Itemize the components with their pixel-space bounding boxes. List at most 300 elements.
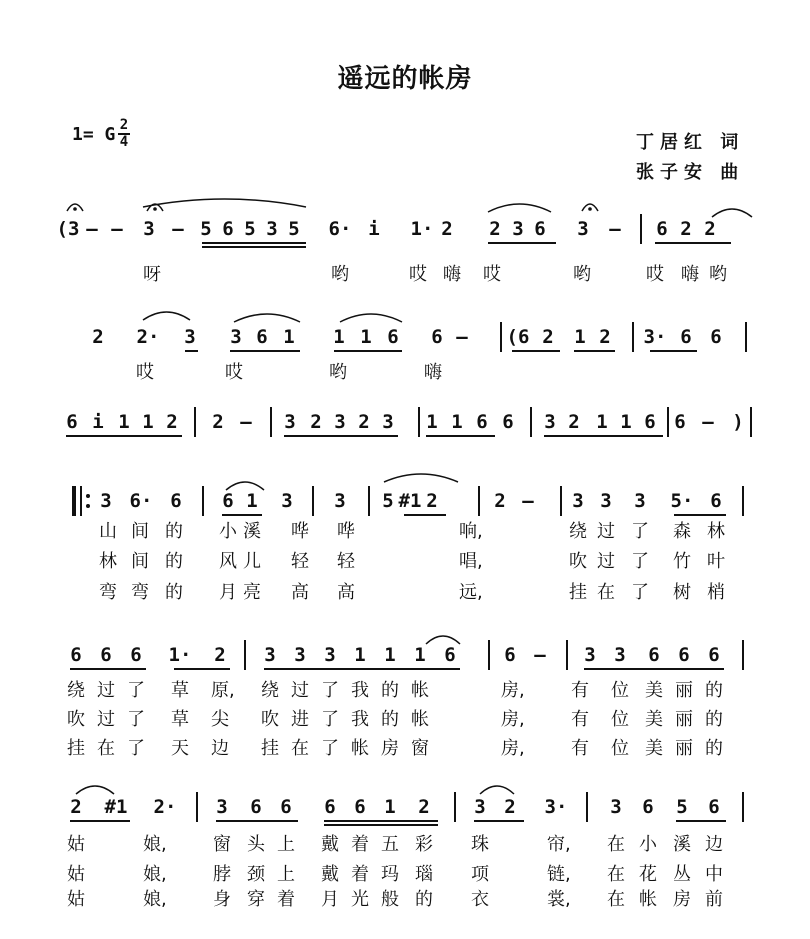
lyric-syllable: 嗨 xyxy=(681,264,699,285)
lyric-syllable: 位 xyxy=(611,738,629,759)
lyric-syllable: 玛 xyxy=(381,864,399,885)
barline xyxy=(560,486,562,516)
note: — xyxy=(534,644,546,666)
lyric-syllable: 挂 xyxy=(569,582,587,603)
beam-line xyxy=(676,820,726,822)
beam-line xyxy=(488,242,556,244)
note: — xyxy=(456,326,468,348)
lyrics-verse-1 xyxy=(0,517,810,543)
lyric-syllable: 丛 xyxy=(673,864,691,885)
lyrics-verse-1 xyxy=(0,676,810,702)
lyric-syllable: 的 xyxy=(165,582,183,603)
lyric-syllable: 哟 xyxy=(709,264,727,285)
lyric-syllable: 山 xyxy=(99,521,117,542)
lyric-syllable: 丽 xyxy=(675,680,693,701)
lyric-syllable: 风 xyxy=(219,551,237,572)
lyric-syllable: 间 xyxy=(131,551,149,572)
lyric-syllable: 森 xyxy=(673,521,691,542)
lyric-syllable: 美 xyxy=(645,709,663,730)
lyricist-credit: 丁居红 词 xyxy=(636,132,745,153)
note: 2 xyxy=(704,218,716,240)
lyric-syllable: 吹 xyxy=(261,709,279,730)
slur xyxy=(76,782,114,796)
note: 1 xyxy=(384,796,396,818)
barline xyxy=(418,407,420,437)
note: 3 xyxy=(572,490,584,512)
repeat-barline-thin xyxy=(80,486,82,516)
repeat-dot xyxy=(86,504,90,508)
lyric-syllable: 的 xyxy=(165,521,183,542)
lyric-syllable: 哟 xyxy=(329,362,347,383)
lyric-syllable: 过 xyxy=(597,521,615,542)
note: 2 xyxy=(599,326,611,348)
note: 6 xyxy=(66,411,78,433)
lyric-syllable: 高 xyxy=(337,582,355,603)
note: 2 xyxy=(92,326,104,348)
barline xyxy=(640,214,642,244)
lyric-syllable: 叶 xyxy=(707,551,725,572)
lyric-syllable: 娘, xyxy=(143,834,167,855)
lyric-syllable: 戴 xyxy=(321,864,339,885)
lyric-syllable: 的 xyxy=(705,680,723,701)
note: 6 xyxy=(250,796,262,818)
note: 6 xyxy=(674,411,686,433)
note: 1 xyxy=(142,411,154,433)
note: 2 xyxy=(214,644,226,666)
beam-line xyxy=(185,350,198,352)
lyric-syllable: 位 xyxy=(611,680,629,701)
lyric-syllable: 吹 xyxy=(569,551,587,572)
barline xyxy=(478,486,480,516)
note: 5 xyxy=(244,218,256,240)
note: (3 xyxy=(56,218,80,240)
note: 6 xyxy=(678,644,690,666)
lyric-syllable: 月 xyxy=(321,889,339,910)
lyric-syllable: 嗨 xyxy=(424,362,442,383)
lyric-syllable: 脖 xyxy=(213,864,231,885)
lyric-syllable: 轻 xyxy=(337,551,355,572)
beam-line xyxy=(544,435,663,437)
lyric-syllable: 嗨 xyxy=(443,264,461,285)
lyric-syllable: 裳, xyxy=(547,889,571,910)
slur xyxy=(384,470,458,484)
lyric-syllable: 窗 xyxy=(411,738,429,759)
lyric-syllable: 帐 xyxy=(639,889,657,910)
beam-line xyxy=(202,242,306,244)
note: (6 xyxy=(506,326,530,348)
note: 3 xyxy=(281,490,293,512)
lyric-syllable: 唱, xyxy=(459,551,483,572)
lyric-syllable: 过 xyxy=(97,680,115,701)
song-title: 遥远的帐房 xyxy=(337,64,473,94)
note: 6 xyxy=(387,326,399,348)
barline xyxy=(742,486,744,516)
lyric-syllable: 上 xyxy=(277,864,295,885)
slur xyxy=(426,632,460,646)
note: i xyxy=(92,411,104,433)
barline xyxy=(488,640,490,670)
lyric-syllable: 哗 xyxy=(337,521,355,542)
note: 2 xyxy=(212,411,224,433)
note: 6· xyxy=(129,490,153,512)
lyric-syllable: 珠 xyxy=(471,834,489,855)
beam-line xyxy=(70,820,130,822)
barline xyxy=(566,640,568,670)
lyric-syllable: 五 xyxy=(381,834,399,855)
note: 6 xyxy=(256,326,268,348)
lyric-syllable: 了 xyxy=(631,582,649,603)
lyric-syllable: 的 xyxy=(381,680,399,701)
lyric-syllable: 丽 xyxy=(675,738,693,759)
lyric-syllable: 前 xyxy=(705,889,723,910)
lyric-syllable: 哟 xyxy=(573,264,591,285)
note: — xyxy=(86,218,98,240)
note: 6 xyxy=(222,490,234,512)
barline xyxy=(270,407,272,437)
note: 6 xyxy=(130,644,142,666)
lyric-syllable: 哎 xyxy=(225,362,243,383)
lyric-syllable: 林 xyxy=(99,551,117,572)
slur xyxy=(480,782,514,796)
note: 3 xyxy=(284,411,296,433)
note: 3 xyxy=(614,644,626,666)
lyric-syllable: 过 xyxy=(97,709,115,730)
note: 6 xyxy=(710,490,722,512)
note: 6 xyxy=(444,644,456,666)
barline xyxy=(530,407,532,437)
note: 6 xyxy=(280,796,292,818)
lyric-syllable: 远, xyxy=(459,582,483,603)
lyric-syllable: 中 xyxy=(705,864,723,885)
lyric-syllable: 姑 xyxy=(67,834,85,855)
barline xyxy=(745,322,747,352)
note: 1 xyxy=(451,411,463,433)
lyric-syllable: 身 xyxy=(213,889,231,910)
note: 1 xyxy=(574,326,586,348)
lyric-syllable: 穿 xyxy=(247,889,265,910)
lyric-syllable: 竹 xyxy=(673,551,691,572)
note: 2 xyxy=(489,218,501,240)
lyric-syllable: 的 xyxy=(705,709,723,730)
lyric-syllable: 姑 xyxy=(67,864,85,885)
lyric-syllable: 哗 xyxy=(291,521,309,542)
note: 2 xyxy=(441,218,453,240)
note: 3 xyxy=(324,644,336,666)
lyric-syllable: 绕 xyxy=(569,521,587,542)
lyric-syllable: 有 xyxy=(571,738,589,759)
lyric-syllable: 帐 xyxy=(411,680,429,701)
note: 3 xyxy=(512,218,524,240)
lyric-syllable: 了 xyxy=(127,680,145,701)
lyric-syllable: 林 xyxy=(707,521,725,542)
lyric-syllable: 哟 xyxy=(331,264,349,285)
note: — xyxy=(702,411,714,433)
lyric-syllable: 帐 xyxy=(411,709,429,730)
lyric-syllable: 链, xyxy=(547,864,571,885)
beam-line xyxy=(324,824,438,826)
beam-line xyxy=(222,514,262,516)
note: 3 xyxy=(334,490,346,512)
slur xyxy=(712,205,752,219)
beam-line xyxy=(404,514,446,516)
note: 5 xyxy=(382,490,394,512)
note: 2 xyxy=(426,490,438,512)
note: 6 xyxy=(644,411,656,433)
key-signature: 1= G xyxy=(72,124,116,145)
lyric-syllable: 瑙 xyxy=(415,864,433,885)
beam-line xyxy=(334,350,402,352)
note: 3 xyxy=(266,218,278,240)
lyrics-verse-3 xyxy=(0,885,810,911)
repeat-barline-thick xyxy=(72,486,76,516)
slur xyxy=(143,195,306,209)
lyric-syllable: 娘, xyxy=(143,864,167,885)
beam-line xyxy=(584,668,724,670)
lyric-syllable: 房, xyxy=(501,709,525,730)
note: 3 xyxy=(610,796,622,818)
note: 6· xyxy=(328,218,352,240)
note: 1 xyxy=(620,411,632,433)
note: — xyxy=(111,218,123,240)
note: 6 xyxy=(680,326,692,348)
lyric-syllable: 帐 xyxy=(351,738,369,759)
note: 1 xyxy=(426,411,438,433)
lyric-syllable: 哎 xyxy=(483,264,501,285)
note: 3 xyxy=(184,326,196,348)
lyric-syllable: 过 xyxy=(291,680,309,701)
lyric-syllable: 房 xyxy=(381,738,399,759)
note: — xyxy=(609,218,621,240)
lyric-syllable: 呀 xyxy=(143,264,161,285)
beam-line xyxy=(284,435,398,437)
note: 3 xyxy=(230,326,242,348)
barline xyxy=(632,322,634,352)
note: 6 xyxy=(100,644,112,666)
lyric-syllable: 着 xyxy=(351,864,369,885)
note: 3 xyxy=(334,411,346,433)
note: ) xyxy=(732,411,744,433)
lyric-syllable: 位 xyxy=(611,709,629,730)
barline xyxy=(742,640,744,670)
lyrics-verse-1 xyxy=(0,358,810,384)
note: 6 xyxy=(70,644,82,666)
lyric-syllable: 响, xyxy=(459,521,483,542)
lyric-syllable: 我 xyxy=(351,680,369,701)
beam-line xyxy=(202,246,306,248)
lyric-syllable: 在 xyxy=(607,864,625,885)
note: 1· xyxy=(168,644,192,666)
note: 6 xyxy=(502,411,514,433)
slur xyxy=(226,478,264,492)
lyric-syllable: 溪 xyxy=(243,521,261,542)
lyric-syllable: 尖 xyxy=(211,709,229,730)
note: 1 xyxy=(283,326,295,348)
lyric-syllable: 在 xyxy=(607,889,625,910)
fermata-icon xyxy=(66,200,84,212)
beam-line xyxy=(655,242,731,244)
note: 6 xyxy=(324,796,336,818)
note: 2 xyxy=(166,411,178,433)
lyric-syllable: 花 xyxy=(639,864,657,885)
note: 1· xyxy=(410,218,434,240)
lyric-syllable: 在 xyxy=(607,834,625,855)
lyric-syllable: 的 xyxy=(165,551,183,572)
lyric-syllable: 小 xyxy=(219,521,237,542)
lyric-syllable: 树 xyxy=(673,582,691,603)
lyric-syllable: 窗 xyxy=(213,834,231,855)
barline xyxy=(500,322,502,352)
beam-line xyxy=(216,820,298,822)
beam-line xyxy=(174,668,230,670)
note: 6 xyxy=(354,796,366,818)
barline xyxy=(750,407,752,437)
barline xyxy=(196,792,198,822)
fermata-icon xyxy=(146,200,164,212)
beam-line xyxy=(264,668,460,670)
beam-line xyxy=(474,820,524,822)
note: 2 xyxy=(542,326,554,348)
note: 6 xyxy=(504,644,516,666)
note: 6 xyxy=(708,796,720,818)
barline xyxy=(312,486,314,516)
barline xyxy=(194,407,196,437)
note: 3 xyxy=(382,411,394,433)
note: 5· xyxy=(670,490,694,512)
note: 2 xyxy=(418,796,430,818)
lyric-syllable: 了 xyxy=(631,551,649,572)
note: 5 xyxy=(200,218,212,240)
lyric-syllable: 草 xyxy=(171,709,189,730)
lyric-syllable: 亮 xyxy=(243,582,261,603)
note: #1 xyxy=(398,490,422,512)
lyric-syllable: 小 xyxy=(639,834,657,855)
note: 6 xyxy=(708,644,720,666)
note: 1 xyxy=(333,326,345,348)
note: 2 xyxy=(70,796,82,818)
note: 6 xyxy=(534,218,546,240)
barline xyxy=(454,792,456,822)
lyric-syllable: 原, xyxy=(211,680,235,701)
note: 3 xyxy=(600,490,612,512)
lyric-syllable: 哎 xyxy=(409,264,427,285)
lyric-syllable: 了 xyxy=(321,680,339,701)
lyric-syllable: 戴 xyxy=(321,834,339,855)
note: 3 xyxy=(474,796,486,818)
beam-line xyxy=(426,435,495,437)
note: 3 xyxy=(264,644,276,666)
beam-line xyxy=(650,350,697,352)
barline xyxy=(586,792,588,822)
note: — xyxy=(522,490,534,512)
lyric-syllable: 草 xyxy=(171,680,189,701)
note: 1 xyxy=(246,490,258,512)
lyrics-verse-3 xyxy=(0,734,810,760)
note: 6 xyxy=(170,490,182,512)
note: 6 xyxy=(648,644,660,666)
lyric-syllable: 的 xyxy=(415,889,433,910)
lyric-syllable: 吹 xyxy=(67,709,85,730)
lyric-syllable: 美 xyxy=(645,680,663,701)
note: 1 xyxy=(354,644,366,666)
lyric-syllable: 过 xyxy=(597,551,615,572)
note: i xyxy=(368,218,380,240)
note: 2· xyxy=(136,326,160,348)
lyric-syllable: 梢 xyxy=(707,582,725,603)
note: 5 xyxy=(676,796,688,818)
lyric-syllable: 儿 xyxy=(243,551,261,572)
lyric-syllable: 绕 xyxy=(261,680,279,701)
barline xyxy=(202,486,204,516)
note: 6 xyxy=(642,796,654,818)
barline xyxy=(742,792,744,822)
slur xyxy=(143,308,190,322)
lyric-syllable: 项 xyxy=(471,864,489,885)
beam-line xyxy=(512,350,560,352)
note: 3 xyxy=(143,218,155,240)
lyric-syllable: 着 xyxy=(351,834,369,855)
lyric-syllable: 边 xyxy=(705,834,723,855)
lyric-syllable: 光 xyxy=(351,889,369,910)
barline xyxy=(667,407,669,437)
note: 3 xyxy=(584,644,596,666)
note: 3 xyxy=(634,490,646,512)
note: 6 xyxy=(710,326,722,348)
lyrics-verse-1 xyxy=(0,830,810,856)
lyrics-verse-1 xyxy=(0,260,810,286)
note: 2 xyxy=(504,796,516,818)
lyric-syllable: 姑 xyxy=(67,889,85,910)
lyric-syllable: 哎 xyxy=(136,362,154,383)
lyric-syllable: 帘, xyxy=(547,834,571,855)
lyric-syllable: 的 xyxy=(381,709,399,730)
lyrics-verse-2 xyxy=(0,547,810,573)
beam-line xyxy=(230,350,300,352)
note: 1 xyxy=(414,644,426,666)
beam-line xyxy=(324,820,438,822)
note: 3 xyxy=(544,411,556,433)
lyric-syllable: 娘, xyxy=(143,889,167,910)
lyric-syllable: 挂 xyxy=(261,738,279,759)
note: 1 xyxy=(118,411,130,433)
note: 1 xyxy=(384,644,396,666)
lyric-syllable: 在 xyxy=(597,582,615,603)
lyric-syllable: 颈 xyxy=(247,864,265,885)
lyric-syllable: 了 xyxy=(127,709,145,730)
note: 2 xyxy=(494,490,506,512)
lyric-syllable: 房 xyxy=(673,889,691,910)
lyrics-verse-3 xyxy=(0,578,810,604)
note: 2 xyxy=(680,218,692,240)
note: 3 xyxy=(100,490,112,512)
lyric-syllable: 头 xyxy=(247,834,265,855)
lyric-syllable: 在 xyxy=(291,738,309,759)
beam-line xyxy=(674,514,726,516)
repeat-dot xyxy=(86,494,90,498)
note: 6 xyxy=(431,326,443,348)
lyric-syllable: 有 xyxy=(571,709,589,730)
lyric-syllable: 天 xyxy=(171,738,189,759)
lyric-syllable: 间 xyxy=(131,521,149,542)
barline xyxy=(244,640,246,670)
lyric-syllable: 了 xyxy=(631,521,649,542)
fermata-icon xyxy=(581,200,599,212)
barline xyxy=(368,486,370,516)
time-signature-bottom: 4 xyxy=(119,133,129,150)
lyric-syllable: 衣 xyxy=(471,889,489,910)
lyric-syllable: 房, xyxy=(501,680,525,701)
lyric-syllable: 轻 xyxy=(291,551,309,572)
note: 1 xyxy=(596,411,608,433)
